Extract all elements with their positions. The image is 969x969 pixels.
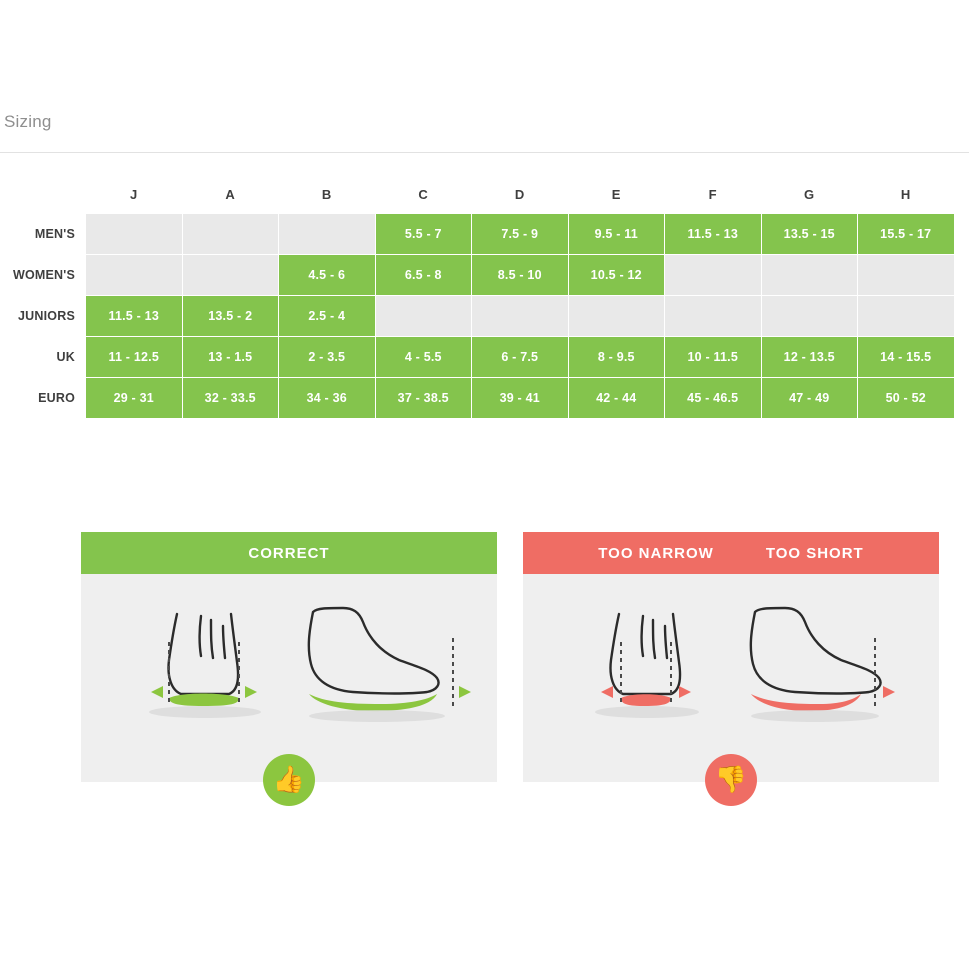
column-header: D bbox=[514, 186, 525, 202]
size-cell: 42 - 44 bbox=[569, 378, 665, 418]
size-cell: 9.5 - 11 bbox=[569, 214, 665, 254]
table-row bbox=[1, 296, 954, 336]
size-cell bbox=[665, 255, 761, 295]
size-cell: 8.5 - 10 bbox=[472, 255, 568, 295]
size-cell bbox=[665, 296, 761, 336]
size-cell bbox=[858, 296, 954, 336]
size-cell: 10 - 11.5 bbox=[665, 337, 761, 377]
foot-fit-correct-illustration bbox=[81, 580, 497, 740]
fit-label-too-short: TOO SHORT bbox=[765, 544, 864, 562]
size-cell bbox=[472, 296, 568, 336]
row-label-mens: MEN'S bbox=[34, 227, 75, 241]
page-title: Sizing bbox=[4, 112, 52, 131]
size-cell bbox=[762, 255, 858, 295]
size-cell: 14 - 15.5 bbox=[858, 337, 954, 377]
size-chart-container bbox=[0, 182, 969, 419]
thumbs-up-icon: 👍 bbox=[263, 754, 315, 806]
size-cell: 11.5 - 13 bbox=[86, 296, 182, 336]
table-row bbox=[1, 214, 954, 254]
size-cell: 13.5 - 15 bbox=[762, 214, 858, 254]
size-cell: 6.5 - 8 bbox=[376, 255, 472, 295]
size-cell: 7.5 - 9 bbox=[472, 214, 568, 254]
size-cell: 45 - 46.5 bbox=[665, 378, 761, 418]
size-cell: 5.5 - 7 bbox=[376, 214, 472, 254]
table-row bbox=[1, 378, 954, 418]
column-header: F bbox=[708, 186, 717, 202]
size-cell: 29 - 31 bbox=[86, 378, 182, 418]
size-chart-corner bbox=[1, 183, 85, 213]
fit-card-incorrect-body bbox=[523, 574, 939, 794]
column-header: J bbox=[129, 186, 138, 202]
size-cell bbox=[279, 214, 375, 254]
size-chart-table bbox=[0, 182, 955, 419]
fit-card-correct-heading bbox=[81, 532, 497, 574]
column-header: G bbox=[804, 186, 815, 202]
column-header: E bbox=[611, 186, 621, 202]
column-header: C bbox=[418, 186, 429, 202]
size-cell: 32 - 33.5 bbox=[183, 378, 279, 418]
size-cell: 11 - 12.5 bbox=[86, 337, 182, 377]
size-cell: 15.5 - 17 bbox=[858, 214, 954, 254]
size-cell: 4.5 - 6 bbox=[279, 255, 375, 295]
size-cell bbox=[183, 255, 279, 295]
fit-label-correct: CORRECT bbox=[248, 544, 330, 562]
size-cell bbox=[569, 296, 665, 336]
row-label-uk: UK bbox=[56, 350, 75, 364]
row-label-euro: EURO bbox=[38, 391, 75, 405]
size-cell: 6 - 7.5 bbox=[472, 337, 568, 377]
size-cell: 11.5 - 13 bbox=[665, 214, 761, 254]
size-cell: 13.5 - 2 bbox=[183, 296, 279, 336]
size-cell: 2.5 - 4 bbox=[279, 296, 375, 336]
fit-card-correct-body bbox=[81, 574, 497, 794]
size-cell bbox=[86, 255, 182, 295]
thumbs-down-icon: 👎 bbox=[705, 754, 757, 806]
column-header: B bbox=[321, 186, 332, 202]
size-cell bbox=[762, 296, 858, 336]
size-cell: 50 - 52 bbox=[858, 378, 954, 418]
size-cell: 47 - 49 bbox=[762, 378, 858, 418]
size-chart-header-row bbox=[1, 183, 954, 213]
size-cell: 34 - 36 bbox=[279, 378, 375, 418]
row-label-juniors: JUNIORS bbox=[18, 309, 75, 323]
size-cell bbox=[183, 214, 279, 254]
size-cell bbox=[86, 214, 182, 254]
fit-label-too-narrow: TOO NARROW bbox=[598, 544, 714, 562]
size-cell: 2 - 3.5 bbox=[279, 337, 375, 377]
column-header: A bbox=[225, 186, 236, 202]
sizing-section-header bbox=[0, 112, 969, 153]
size-cell: 12 - 13.5 bbox=[762, 337, 858, 377]
size-cell: 8 - 9.5 bbox=[569, 337, 665, 377]
fit-card-correct bbox=[81, 532, 497, 794]
fit-card-incorrect bbox=[523, 532, 939, 794]
foot-fit-incorrect-illustration bbox=[523, 580, 939, 740]
size-cell: 39 - 41 bbox=[472, 378, 568, 418]
row-label-womens: WOMEN'S bbox=[12, 268, 75, 282]
fit-card-incorrect-heading bbox=[523, 532, 939, 574]
size-cell bbox=[858, 255, 954, 295]
size-cell: 10.5 - 12 bbox=[569, 255, 665, 295]
size-cell: 13 - 1.5 bbox=[183, 337, 279, 377]
size-cell: 37 - 38.5 bbox=[376, 378, 472, 418]
fit-examples bbox=[81, 532, 939, 794]
size-cell: 4 - 5.5 bbox=[376, 337, 472, 377]
column-header: H bbox=[900, 186, 911, 202]
table-row bbox=[1, 255, 954, 295]
table-row bbox=[1, 337, 954, 377]
size-cell bbox=[376, 296, 472, 336]
